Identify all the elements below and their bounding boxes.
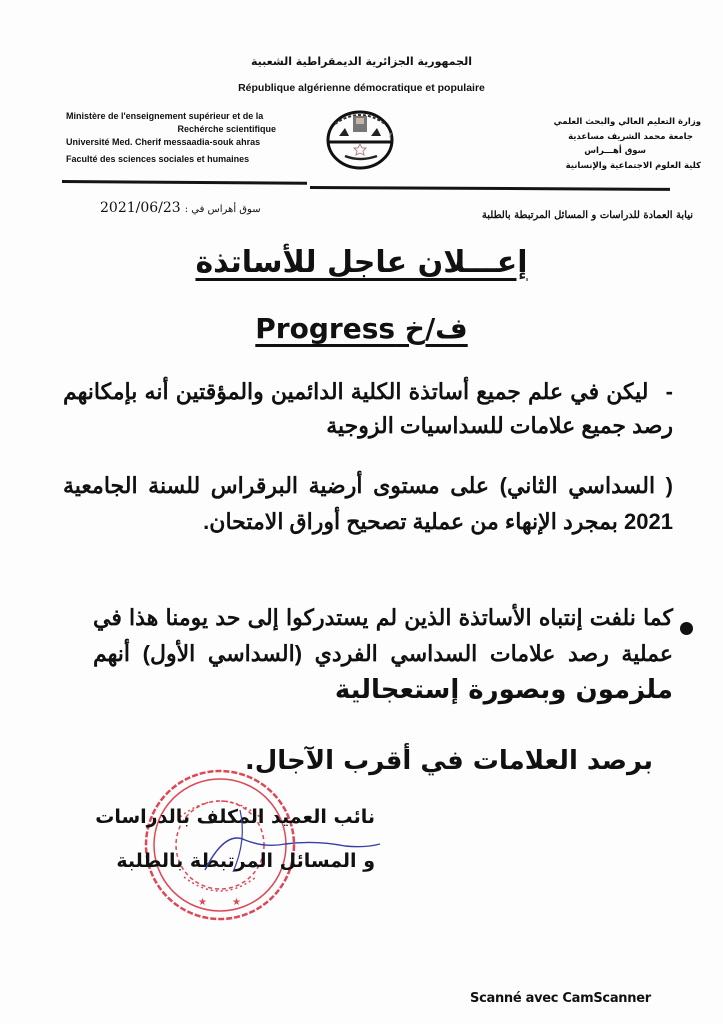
svg-text:★: ★ bbox=[232, 897, 241, 908]
header-divider-right bbox=[310, 186, 670, 190]
university-name-fr: Université Med. Cherif messaadia-souk ahras bbox=[66, 137, 261, 147]
dash-marker: - bbox=[665, 379, 673, 404]
announcement-title: إعـــلان عاجل للأساتذة bbox=[195, 245, 528, 280]
header-left-block bbox=[66, 110, 296, 166]
signatory-title-line-1: نائب العميد المكلف بالدراسات bbox=[95, 806, 375, 828]
university-name-arabic: جامعة محمد الشريف مساعدية bbox=[568, 131, 693, 142]
university-emblem-icon bbox=[315, 100, 410, 175]
handwritten-signature-icon bbox=[185, 800, 385, 880]
header-divider-left bbox=[62, 180, 307, 184]
issuing-office: نيابة العمادة للدراسات و المسائل المرتبطة بالطلبة bbox=[481, 210, 693, 221]
announcement-subtitle: ف/خ Progress bbox=[255, 312, 468, 345]
date-prefix: سوق أهراس في : bbox=[184, 204, 261, 215]
header-right-block bbox=[511, 115, 701, 173]
city-arabic: سوق أهـــراس bbox=[584, 146, 646, 156]
faculty-name-fr: Faculté des sciences sociales et humaines bbox=[66, 154, 250, 164]
bullet-icon bbox=[680, 622, 693, 635]
paragraph-3 bbox=[93, 600, 673, 709]
document-date: 2021/06/23 bbox=[100, 200, 181, 216]
paragraph-1 bbox=[63, 375, 673, 443]
paragraph-3-last-line: برصد العلامات في أقرب الآجال. bbox=[244, 746, 653, 776]
republic-name-arabic: الجمهورية الجزائرية الديمقراطية الشعبية bbox=[251, 55, 472, 68]
paragraph-1-text: ليكن في علم جميع أساتذة الكلية الدائمين والمؤقتين أنه بإمكانهم رصد جميع علامات للسداسيات الزوجية bbox=[63, 379, 673, 438]
svg-text:ℓ: ℓ bbox=[389, 132, 392, 140]
faculty-name-arabic: كلية العلوم الاجتماعية والإنسانية bbox=[565, 160, 701, 171]
signatory-title-line-2: و المسائل المرتبطة بالطلبة bbox=[116, 850, 375, 872]
scanner-watermark: Scanné avec CamScanner bbox=[470, 991, 651, 1006]
ministry-arabic: وزارة التعليم العالي والبحث العلمي bbox=[553, 117, 701, 127]
paragraph-2: ( السداسي الثاني) على مستوى أرضية البرقراس للسنة الجامعية 2021 بمجرد الإنهاء من عملية تصحيح أوراق الامتحان. bbox=[63, 473, 673, 534]
paragraph-3-text: كما نلفت إنتباه الأساتذة الذين لم يستدركوا إلى حد يومنا هذا في عملية رصد علامات السداسي الفردي (السداسي الأول) أنهم bbox=[93, 605, 673, 666]
svg-text:★: ★ bbox=[198, 897, 207, 908]
ministry-line-1: Ministère de l'enseignement supérieur et de la bbox=[66, 111, 264, 121]
date-line bbox=[100, 200, 300, 216]
ministry-line-2: Rechérche scientifique bbox=[177, 124, 276, 134]
paragraph-3-emphasis: ملزمون وبصورة إستعجالية bbox=[334, 675, 673, 705]
republic-name-french: République algérienne démocratique et populaire bbox=[238, 82, 485, 94]
